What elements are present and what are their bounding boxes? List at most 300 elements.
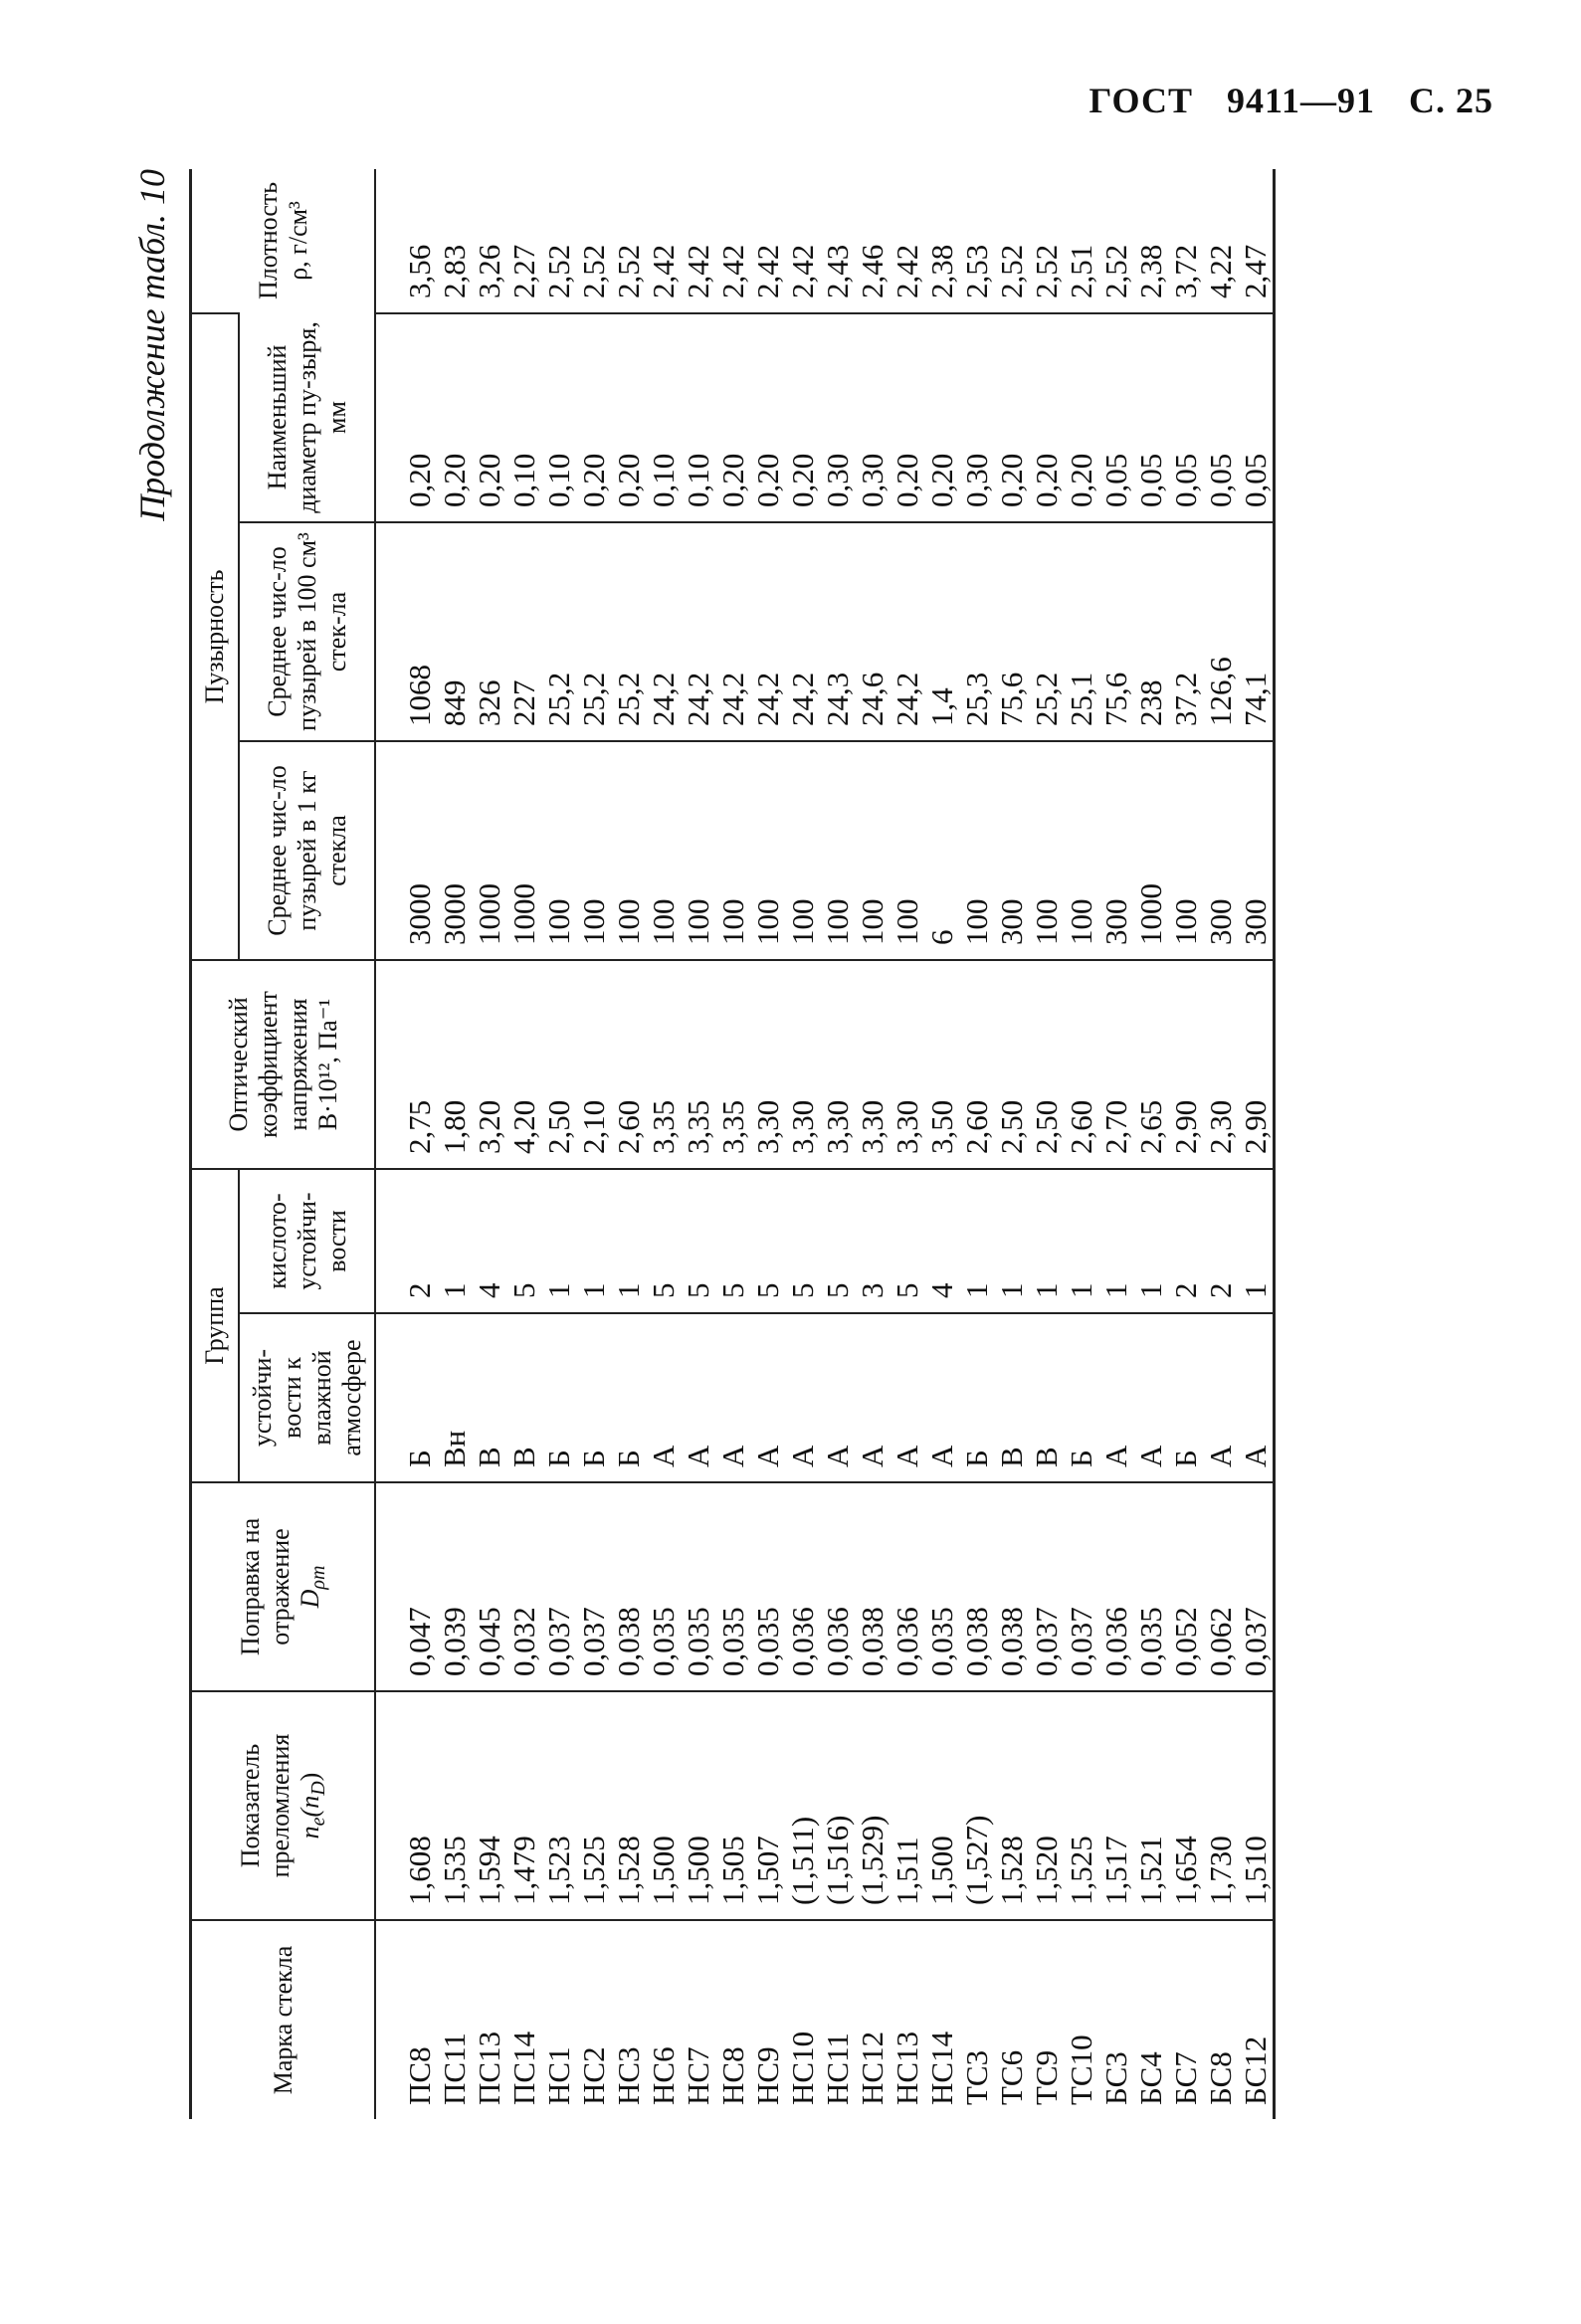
cell-mark: БС4 [1133, 1920, 1168, 2119]
cell-bubbles-cm3: 74,1 [1238, 522, 1275, 741]
cell-bubbles-kg: 1000 [1133, 741, 1168, 960]
cell-correction: 0,037 [1238, 1482, 1275, 1691]
cell-bubbles-kg: 300 [1203, 741, 1238, 960]
cell-mark: НС13 [889, 1920, 924, 2119]
cell-correction: 0,037 [576, 1482, 611, 1691]
table-header [191, 169, 376, 2119]
cell-mark: НС7 [681, 1920, 715, 2119]
cell-correction: 0,062 [1203, 1482, 1238, 1691]
table-row [924, 169, 959, 2119]
cell-correction: 0,038 [855, 1482, 889, 1691]
cell-correction: 0,035 [924, 1482, 959, 1691]
cell-refraction: 1,517 [1098, 1691, 1133, 1920]
cell-bubbles-cm3: 75,6 [994, 522, 1029, 741]
cell-density: 2,42 [785, 244, 821, 298]
header-standard-number: 9411—91 [1226, 81, 1375, 120]
cell-density: 2,42 [750, 244, 786, 298]
cell-mark: НС14 [924, 1920, 959, 2119]
cell-correction: 0,036 [785, 1482, 820, 1691]
cell-mark: НС1 [541, 1920, 576, 2119]
table-row [646, 169, 681, 2119]
cell-acid: 3 [855, 1169, 889, 1313]
cell-bubbles-kg: 300 [1238, 741, 1275, 960]
cell-optical: 2,60 [1064, 960, 1098, 1169]
cell-mark: ТС3 [959, 1920, 994, 2119]
cell-humidity: А [924, 1313, 959, 1482]
cell-refraction: (1,529) [855, 1691, 889, 1920]
cell-correction: 0,047 [375, 1482, 437, 1691]
cell-min-diameter: 0,20 [715, 313, 750, 522]
cell-density: 3,56 [402, 244, 438, 298]
cell-min-diameter: 0,10 [646, 313, 681, 522]
cell-humidity: В [1029, 1313, 1064, 1482]
cell-bubbles-cm3: 126,6 [1203, 522, 1238, 741]
cell-mark: БС7 [1168, 1920, 1203, 2119]
cell-bubbles-cm3: 24,2 [646, 522, 681, 741]
header-refraction-sub-d: D [307, 1781, 330, 1796]
cell-min-diameter: 0,10 [681, 313, 715, 522]
cell-humidity: В [472, 1313, 506, 1482]
cell-optical: 2,50 [1029, 960, 1064, 1169]
cell-refraction: (1,511) [785, 1691, 820, 1920]
cell-bubbles-kg: 100 [1168, 741, 1203, 960]
table-row [375, 169, 437, 2119]
cell-mark: БС12 [1238, 1920, 1275, 2119]
cell-humidity: В [994, 1313, 1029, 1482]
cell-refraction: 1,505 [715, 1691, 750, 1920]
cell-min-diameter: 0,20 [924, 313, 959, 522]
cell-humidity: Б [541, 1313, 576, 1482]
cell-bubbles-kg: 100 [1064, 741, 1098, 960]
table-row [506, 169, 541, 2119]
cell-density: 2,42 [715, 244, 751, 298]
cell-acid: 1 [1098, 1169, 1133, 1313]
cell-acid: 1 [1064, 1169, 1098, 1313]
cell-bubbles-kg: 300 [994, 741, 1029, 960]
cell-refraction: 1,608 [375, 1691, 437, 1920]
cell-refraction: 1,528 [611, 1691, 646, 1920]
cell-mark: НС9 [750, 1920, 785, 2119]
cell-density: 2,52 [611, 244, 647, 298]
cell-correction: 0,036 [889, 1482, 924, 1691]
header-optical-label: Оптический коэффициент напряжения [223, 991, 312, 1138]
table-row [785, 169, 820, 2119]
header-mark: Марка стекла [191, 1920, 376, 2119]
cell-min-diameter: 0,05 [1238, 313, 1275, 522]
cell-acid: 5 [820, 1169, 855, 1313]
cell-optical: 2,50 [994, 960, 1029, 1169]
cell-bubbles-cm3: 1,4 [924, 522, 959, 741]
table-row [541, 169, 576, 2119]
cell-humidity: Б [1064, 1313, 1098, 1482]
cell-correction: 0,037 [1064, 1482, 1098, 1691]
header-correction-sub: ρm [307, 1565, 330, 1590]
cell-acid: 5 [785, 1169, 820, 1313]
cell-refraction: (1,516) [820, 1691, 855, 1920]
table-row [715, 169, 750, 2119]
cell-bubbles-kg: 100 [820, 741, 855, 960]
header-min-diameter: Наименьший диаметр пу-зыря, мм [239, 313, 376, 522]
cell-acid: 5 [646, 1169, 681, 1313]
table-row [437, 169, 472, 2119]
cell-density: 2,52 [994, 244, 1030, 298]
cell-correction: 0,038 [994, 1482, 1029, 1691]
table-row [681, 169, 715, 2119]
cell-correction: 0,039 [437, 1482, 472, 1691]
cell-correction: 0,035 [715, 1482, 750, 1691]
cell-density: 2,52 [1098, 244, 1134, 298]
cell-bubbles-kg: 100 [541, 741, 576, 960]
cell-density: 2,46 [855, 244, 890, 298]
cell-optical: 3,50 [924, 960, 959, 1169]
cell-density: 2,42 [889, 244, 925, 298]
table-row [1029, 169, 1064, 2119]
cell-mark: ТС10 [1064, 1920, 1098, 2119]
cell-acid: 1 [1133, 1169, 1168, 1313]
cell-bubbles-kg: 300 [1098, 741, 1133, 960]
cell-bubbles-kg: 100 [1029, 741, 1064, 960]
header-humidity: устойчи-вости к влажной атмосфере [239, 1313, 376, 1482]
cell-mark: ТС9 [1029, 1920, 1064, 2119]
cell-acid: 5 [681, 1169, 715, 1313]
cell-min-diameter: 0,05 [1133, 313, 1168, 522]
cell-optical: 2,75 [375, 960, 437, 1169]
cell-bubbles-kg: 100 [959, 741, 994, 960]
table-row [750, 169, 785, 2119]
cell-correction: 0,052 [1168, 1482, 1203, 1691]
cell-bubbles-cm3: 326 [472, 522, 506, 741]
cell-mark: БС8 [1203, 1920, 1238, 2119]
cell-optical: 2,65 [1133, 960, 1168, 1169]
table-row [855, 169, 889, 2119]
header-group: Группа [191, 1169, 239, 1482]
cell-correction: 0,037 [1029, 1482, 1064, 1691]
cell-bubbles-cm3: 24,2 [750, 522, 785, 741]
cell-humidity: А [750, 1313, 785, 1482]
cell-humidity: А [1238, 1313, 1275, 1482]
cell-density: 2,43 [820, 244, 856, 298]
cell-bubbles-kg: 100 [715, 741, 750, 960]
cell-bubbles-cm3: 25,3 [959, 522, 994, 741]
table-row [959, 169, 994, 2119]
cell-acid: 1 [541, 1169, 576, 1313]
cell-min-diameter: 0,30 [820, 313, 855, 522]
cell-min-diameter: 0,30 [959, 313, 994, 522]
cell-mark: НС8 [715, 1920, 750, 2119]
cell-acid: 2 [1168, 1169, 1203, 1313]
cell-density: 2,52 [576, 244, 612, 298]
cell-bubbles-kg: 100 [646, 741, 681, 960]
cell-correction: 0,038 [959, 1482, 994, 1691]
cell-optical: 2,30 [1203, 960, 1238, 1169]
cell-humidity: А [1133, 1313, 1168, 1482]
cell-humidity: В [506, 1313, 541, 1482]
table-row [820, 169, 855, 2119]
cell-bubbles-cm3: 24,2 [785, 522, 820, 741]
cell-humidity: Б [375, 1313, 437, 1482]
cell-optical: 2,50 [541, 960, 576, 1169]
cell-correction: 0,035 [681, 1482, 715, 1691]
cell-refraction: 1,500 [681, 1691, 715, 1920]
cell-humidity: А [1203, 1313, 1238, 1482]
cell-bubbles-cm3: 24,2 [715, 522, 750, 741]
cell-min-diameter: 0,05 [1203, 313, 1238, 522]
cell-acid: 4 [924, 1169, 959, 1313]
cell-bubbles-cm3: 25,2 [576, 522, 611, 741]
cell-bubbles-cm3: 238 [1133, 522, 1168, 741]
cell-acid: 2 [375, 1169, 437, 1313]
cell-refraction: 1,520 [1029, 1691, 1064, 1920]
cell-min-diameter: 0,20 [472, 313, 506, 522]
header-correction-d: D [296, 1589, 325, 1609]
header-bubbles: Пузырность [191, 313, 239, 960]
table-row [1168, 169, 1203, 2119]
cell-bubbles-cm3: 25,2 [541, 522, 576, 741]
cell-optical: 4,20 [506, 960, 541, 1169]
cell-bubbles-kg: 100 [889, 741, 924, 960]
cell-correction: 0,032 [506, 1482, 541, 1691]
header-optical [191, 960, 376, 1169]
table-row [889, 169, 924, 2119]
cell-bubbles-kg: 100 [750, 741, 785, 960]
cell-min-diameter: 0,20 [576, 313, 611, 522]
cell-humidity: А [681, 1313, 715, 1482]
cell-refraction: 1,523 [541, 1691, 576, 1920]
cell-min-diameter: 0,20 [1029, 313, 1064, 522]
cell-acid: 5 [715, 1169, 750, 1313]
cell-refraction: 1,500 [646, 1691, 681, 1920]
cell-optical: 2,70 [1098, 960, 1133, 1169]
header-bubbles-kg: Среднее чис-ло пузырей в 1 кг стекла [239, 741, 376, 960]
header-refraction-sub-e: e [307, 1817, 330, 1827]
cell-mark: ТС6 [994, 1920, 1029, 2119]
header-refraction-close: ) [296, 1772, 325, 1782]
cell-correction: 0,035 [646, 1482, 681, 1691]
cell-optical: 2,90 [1238, 960, 1275, 1169]
cell-humidity: А [1098, 1313, 1133, 1482]
table-row [576, 169, 611, 2119]
cell-min-diameter: 0,20 [889, 313, 924, 522]
cell-mark: ПС14 [506, 1920, 541, 2119]
cell-correction: 0,038 [611, 1482, 646, 1691]
header-acid: кислото-устойчи-вости [239, 1169, 376, 1313]
table-row [611, 169, 646, 2119]
cell-correction: 0,045 [472, 1482, 506, 1691]
cell-density: 4,22 [1203, 244, 1239, 298]
cell-refraction: 1,535 [437, 1691, 472, 1920]
table-row [1133, 169, 1168, 2119]
cell-bubbles-cm3: 25,2 [1029, 522, 1064, 741]
cell-acid: 4 [472, 1169, 506, 1313]
cell-bubbles-cm3: 1068 [375, 522, 437, 741]
cell-acid: 5 [506, 1169, 541, 1313]
cell-bubbles-cm3: 24,6 [855, 522, 889, 741]
cell-acid: 1 [994, 1169, 1029, 1313]
cell-optical: 3,35 [646, 960, 681, 1169]
cell-optical: 3,30 [750, 960, 785, 1169]
cell-correction: 0,036 [1098, 1482, 1133, 1691]
header-correction-label: Поправка на отражение [236, 1517, 296, 1656]
cell-density: 3,26 [472, 244, 507, 298]
cell-min-diameter: 0,20 [611, 313, 646, 522]
cell-bubbles-kg: 1000 [506, 741, 541, 960]
cell-mark: ПС13 [472, 1920, 506, 2119]
table-row [1064, 169, 1098, 2119]
cell-humidity: Б [959, 1313, 994, 1482]
cell-density: 2,52 [541, 244, 577, 298]
cell-humidity: Вн [437, 1313, 472, 1482]
header-optical-unit: B·10¹², Па⁻¹ [312, 998, 342, 1131]
cell-optical: 2,10 [576, 960, 611, 1169]
cell-humidity: А [646, 1313, 681, 1482]
cell-optical: 3,35 [681, 960, 715, 1169]
cell-acid: 2 [1203, 1169, 1238, 1313]
cell-density: 2,52 [1029, 244, 1065, 298]
cell-min-diameter: 0,20 [994, 313, 1029, 522]
cell-density: 2,38 [924, 244, 960, 298]
cell-bubbles-kg: 100 [576, 741, 611, 960]
cell-humidity: А [889, 1313, 924, 1482]
cell-mark: БС3 [1098, 1920, 1133, 2119]
cell-refraction: 1,525 [1064, 1691, 1098, 1920]
cell-refraction: 1,654 [1168, 1691, 1203, 1920]
cell-optical: 3,30 [785, 960, 820, 1169]
cell-mark: НС12 [855, 1920, 889, 2119]
cell-bubbles-kg: 6 [924, 741, 959, 960]
page-header [1089, 80, 1493, 121]
cell-refraction: 1,521 [1133, 1691, 1168, 1920]
header-refraction [191, 1691, 376, 1920]
cell-bubbles-cm3: 227 [506, 522, 541, 741]
header-refraction-label: Показатель преломления [236, 1733, 296, 1878]
cell-acid: 1 [959, 1169, 994, 1313]
cell-mark: НС10 [785, 1920, 820, 2119]
cell-refraction: (1,527) [959, 1691, 994, 1920]
cell-refraction: 1,525 [576, 1691, 611, 1920]
cell-bubbles-kg: 100 [855, 741, 889, 960]
cell-mark: ПС8 [375, 1920, 437, 2119]
cell-density: 2,27 [506, 244, 542, 298]
cell-min-diameter: 0,20 [375, 313, 437, 522]
cell-optical: 3,35 [715, 960, 750, 1169]
table-row [1238, 169, 1275, 2119]
cell-correction: 0,035 [1133, 1482, 1168, 1691]
rotated-table-stage [0, 169, 1274, 2119]
cell-acid: 1 [611, 1169, 646, 1313]
cell-density: 2,42 [681, 244, 716, 298]
cell-refraction: 1,528 [994, 1691, 1029, 1920]
table-row [1203, 169, 1238, 2119]
cell-refraction: 1,511 [889, 1691, 924, 1920]
cell-bubbles-kg: 3000 [375, 741, 437, 960]
cell-bubbles-cm3: 24,3 [820, 522, 855, 741]
header-page-number: С. 25 [1409, 81, 1493, 120]
cell-bubbles-kg: 100 [785, 741, 820, 960]
cell-correction: 0,035 [750, 1482, 785, 1691]
cell-humidity: А [785, 1313, 820, 1482]
cell-mark: ПС11 [437, 1920, 472, 2119]
cell-bubbles-cm3: 24,2 [889, 522, 924, 741]
table-caption: Продолжение табл. 10 [132, 169, 172, 521]
cell-mark: НС6 [646, 1920, 681, 2119]
cell-min-diameter: 0,10 [541, 313, 576, 522]
cell-correction: 0,037 [541, 1482, 576, 1691]
cell-refraction: 1,479 [506, 1691, 541, 1920]
cell-humidity: Б [1168, 1313, 1203, 1482]
cell-bubbles-cm3: 25,1 [1064, 522, 1098, 741]
cell-bubbles-cm3: 25,2 [611, 522, 646, 741]
cell-refraction: 1,594 [472, 1691, 506, 1920]
cell-acid: 5 [750, 1169, 785, 1313]
cell-bubbles-cm3: 24,2 [681, 522, 715, 741]
cell-mark: НС3 [611, 1920, 646, 2119]
cell-density: 3,72 [1168, 244, 1204, 298]
cell-optical: 1,80 [437, 960, 472, 1169]
cell-acid: 1 [437, 1169, 472, 1313]
table-row [1098, 169, 1133, 2119]
cell-min-diameter: 0,20 [1064, 313, 1098, 522]
cell-humidity: А [820, 1313, 855, 1482]
cell-humidity: Б [576, 1313, 611, 1482]
cell-refraction: 1,730 [1203, 1691, 1238, 1920]
glass-properties-table [189, 169, 1276, 2119]
cell-mark: НС2 [576, 1920, 611, 2119]
cell-density: 2,47 [1238, 169, 1275, 313]
table-row [994, 169, 1029, 2119]
header-density: Плотность ρ, г/см³ [191, 169, 376, 313]
cell-bubbles-kg: 1000 [472, 741, 506, 960]
cell-optical: 3,30 [855, 960, 889, 1169]
cell-min-diameter: 0,20 [437, 313, 472, 522]
cell-acid: 1 [1029, 1169, 1064, 1313]
cell-refraction: 1,510 [1238, 1691, 1275, 1920]
cell-optical: 2,60 [959, 960, 994, 1169]
cell-min-diameter: 0,20 [750, 313, 785, 522]
cell-humidity: А [715, 1313, 750, 1482]
cell-density: 2,83 [437, 244, 473, 298]
cell-humidity: А [855, 1313, 889, 1482]
cell-bubbles-kg: 100 [681, 741, 715, 960]
cell-optical: 3,20 [472, 960, 506, 1169]
cell-bubbles-kg: 3000 [437, 741, 472, 960]
cell-min-diameter: 0,30 [855, 313, 889, 522]
cell-bubbles-cm3: 849 [437, 522, 472, 741]
cell-min-diameter: 0,20 [785, 313, 820, 522]
cell-density: 2,42 [646, 244, 682, 298]
header-correction [191, 1482, 376, 1691]
header-refraction-paren: (n [296, 1795, 325, 1818]
cell-acid: 1 [576, 1169, 611, 1313]
cell-bubbles-cm3: 75,6 [1098, 522, 1133, 741]
cell-density: 2,38 [1133, 244, 1169, 298]
cell-optical: 3,30 [889, 960, 924, 1169]
header-bubbles-cm3: Среднее чис-ло пузырей в 100 см³ стек-ла [239, 522, 376, 741]
cell-min-diameter: 0,05 [1168, 313, 1203, 522]
header-refraction-n: n [296, 1826, 325, 1840]
header-gost: ГОСТ [1088, 81, 1193, 120]
cell-optical: 2,90 [1168, 960, 1203, 1169]
cell-min-diameter: 0,10 [506, 313, 541, 522]
cell-optical: 3,30 [820, 960, 855, 1169]
cell-min-diameter: 0,05 [1098, 313, 1133, 522]
table-row [472, 169, 506, 2119]
cell-bubbles-kg: 100 [611, 741, 646, 960]
cell-refraction: 1,507 [750, 1691, 785, 1920]
cell-density: 2,51 [1064, 244, 1099, 298]
cell-optical: 2,60 [611, 960, 646, 1169]
cell-mark: НС11 [820, 1920, 855, 2119]
cell-density: 2,53 [959, 244, 995, 298]
